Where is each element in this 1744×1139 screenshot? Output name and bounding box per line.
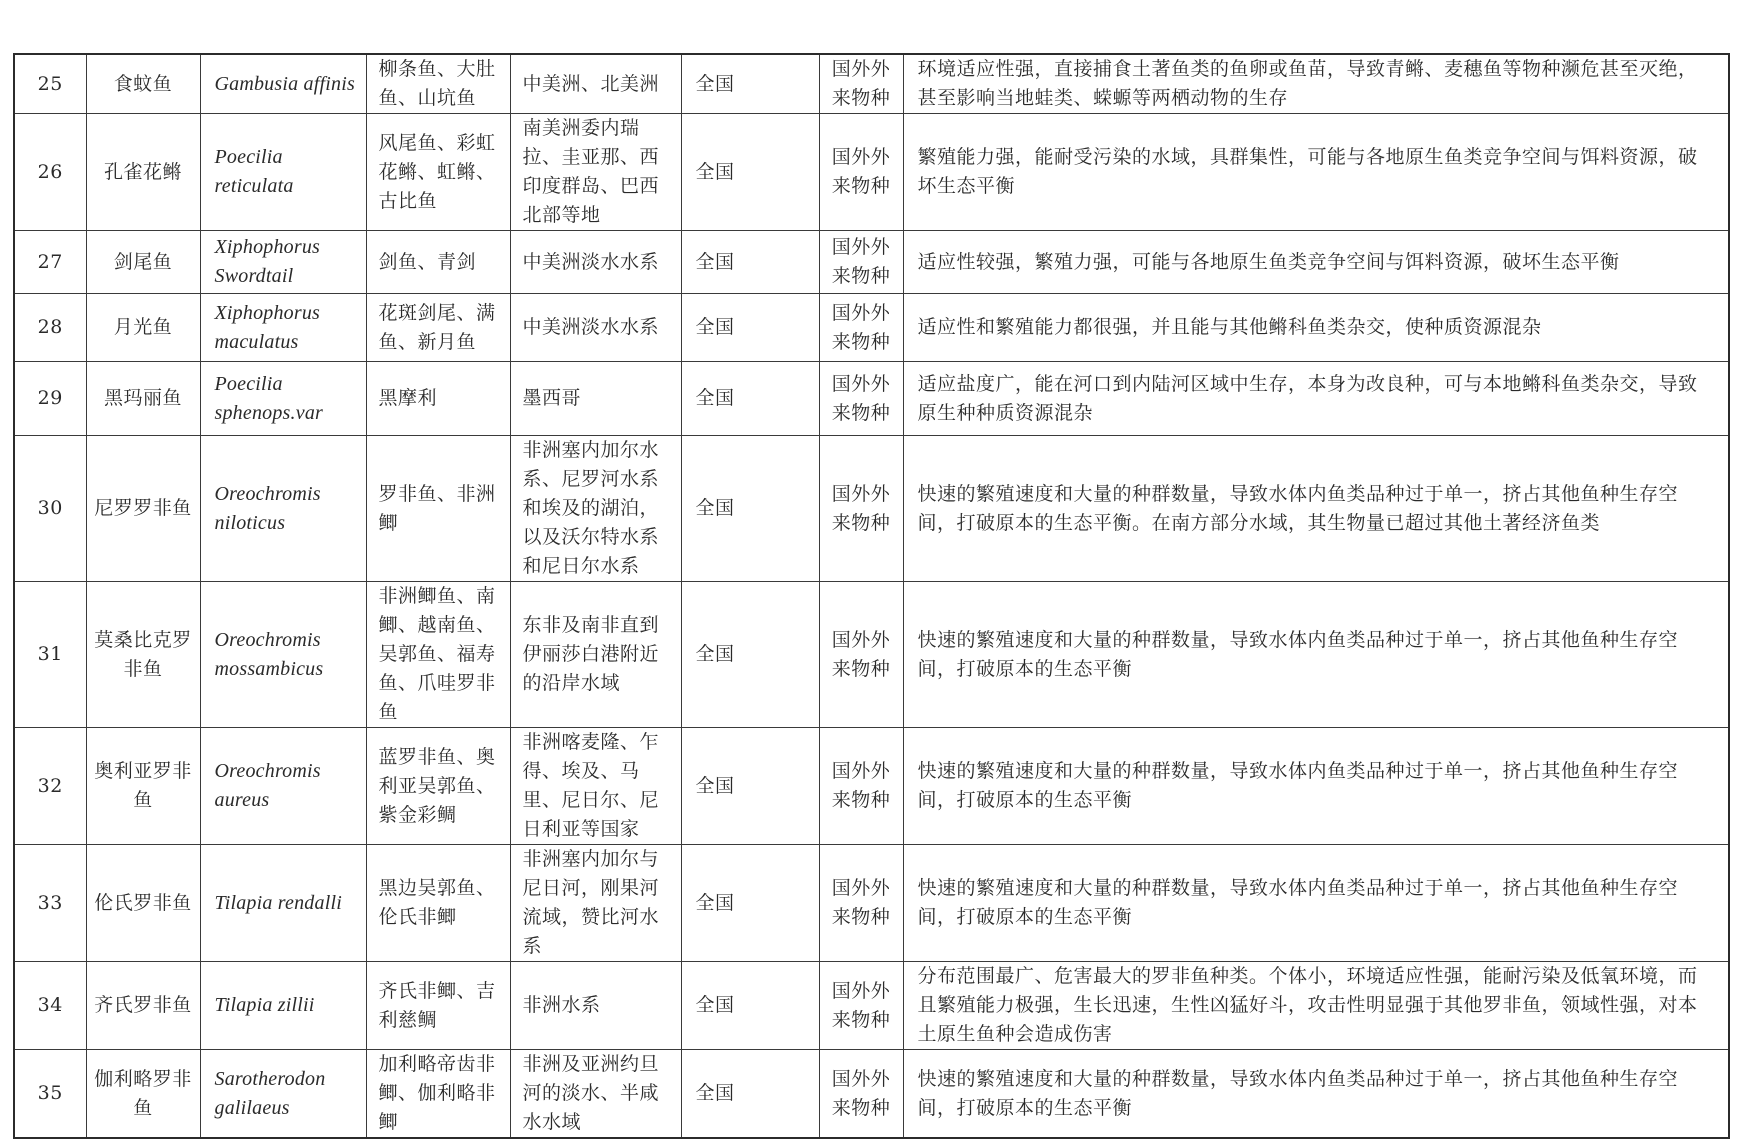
distribution-range-cell: 全国 bbox=[681, 294, 819, 362]
origin-cell: 非洲及亚洲约旦河的淡水、半咸水水域 bbox=[510, 1050, 681, 1139]
latin-name-line: Tilapia zillii bbox=[214, 994, 315, 1016]
impact-description-cell: 分布范围最广、危害最大的罗非鱼种类。个体小，环境适应性强，能耐污染及低氧环境，而且繁殖能力极强，生长迅速，生性凶猛好斗，攻击性明显强于其他罗非鱼，领域性强，对本土原生鱼种会造成伤害 bbox=[903, 962, 1729, 1050]
latin-name-line: Gambusia affinis bbox=[214, 72, 355, 95]
latin-name-line: mossambicus bbox=[214, 657, 324, 680]
alias-cell: 黑边吴郭鱼、伦氏非鲫 bbox=[366, 845, 510, 962]
table-row bbox=[14, 231, 1729, 294]
distribution-range-cell: 全国 bbox=[681, 582, 819, 728]
chinese-name-cell: 月光鱼 bbox=[86, 294, 200, 362]
distribution-range-cell: 全国 bbox=[681, 845, 819, 962]
species-type-cell: 国外外来物种 bbox=[819, 962, 903, 1050]
alias-cell: 柳条鱼、大肚鱼、山坑鱼 bbox=[366, 54, 510, 114]
origin-cell: 东非及南非直到伊丽莎白港附近的沿岸水域 bbox=[510, 582, 681, 728]
origin-cell: 非洲塞内加尔水系、尼罗河水系和埃及的湖泊，以及沃尔特水系和尼日尔水系 bbox=[510, 436, 681, 582]
latin-name-line: reticulata bbox=[214, 175, 294, 197]
species-type-cell: 国外外来物种 bbox=[819, 231, 903, 294]
origin-cell: 中美洲、北美洲 bbox=[510, 54, 681, 114]
latin-name-line: sphenops.var bbox=[214, 401, 324, 424]
species-type-cell: 国外外来物种 bbox=[819, 845, 903, 962]
chinese-name-cell: 孔雀花鳉 bbox=[86, 114, 200, 231]
origin-cell: 非洲水系 bbox=[510, 962, 681, 1050]
table-row bbox=[14, 962, 1729, 1050]
table-row bbox=[14, 1050, 1729, 1139]
origin-cell: 南美洲委内瑞拉、圭亚那、西印度群岛、巴西北部等地 bbox=[510, 114, 681, 231]
alias-cell: 花斑剑尾、满鱼、新月鱼 bbox=[366, 294, 510, 362]
origin-cell: 中美洲淡水水系 bbox=[510, 294, 681, 362]
distribution-range-cell: 全国 bbox=[681, 728, 819, 845]
serial-number-cell: 35 bbox=[14, 1050, 86, 1139]
chinese-name-cell: 尼罗罗非鱼 bbox=[86, 436, 200, 582]
chinese-name-cell: 剑尾鱼 bbox=[86, 231, 200, 294]
latin-name-line: Oreochromis bbox=[214, 760, 321, 782]
table-row bbox=[14, 54, 1729, 114]
latin-name-cell bbox=[200, 54, 366, 114]
chinese-name-cell: 齐氏罗非鱼 bbox=[86, 962, 200, 1050]
latin-name-line: Sarotherodon bbox=[214, 1067, 326, 1090]
origin-cell: 非洲塞内加尔与尼日河，刚果河流域，赞比河水系 bbox=[510, 845, 681, 962]
species-type-cell: 国外外来物种 bbox=[819, 54, 903, 114]
impact-description-cell: 繁殖能力强，能耐受污染的水域，具群集性，可能与各地原生鱼类竞争空间与饵料资源，破坏生态平衡 bbox=[903, 114, 1729, 231]
latin-name-cell bbox=[200, 728, 366, 845]
distribution-range-cell: 全国 bbox=[681, 362, 819, 436]
impact-description-cell: 快速的繁殖速度和大量的种群数量，导致水体内鱼类品种过于单一，挤占其他鱼种生存空间，打破原本的生态平衡。在南方部分水域，其生物量已超过其他土著经济鱼类 bbox=[903, 436, 1729, 582]
chinese-name-cell: 食蚊鱼 bbox=[86, 54, 200, 114]
serial-number-cell: 27 bbox=[14, 231, 86, 294]
origin-cell: 中美洲淡水水系 bbox=[510, 231, 681, 294]
distribution-range-cell: 全国 bbox=[681, 962, 819, 1050]
latin-name-cell bbox=[200, 114, 366, 231]
latin-name-line: Xiphophorus bbox=[214, 236, 321, 258]
latin-name-line: maculatus bbox=[214, 330, 299, 353]
species-type-cell: 国外外来物种 bbox=[819, 1050, 903, 1139]
latin-name-line: Swordtail bbox=[214, 265, 294, 287]
alias-cell: 加利略帝齿非鲫、伽利略非鲫 bbox=[366, 1050, 510, 1139]
impact-description-cell: 快速的繁殖速度和大量的种群数量，导致水体内鱼类品种过于单一，挤占其他鱼种生存空间，打破原本的生态平衡 bbox=[903, 845, 1729, 962]
chinese-name-cell: 莫桑比克罗非鱼 bbox=[86, 582, 200, 728]
impact-description-cell: 适应性较强，繁殖力强，可能与各地原生鱼类竞争空间与饵料资源，破坏生态平衡 bbox=[903, 231, 1729, 294]
latin-name-line: Poecilia bbox=[214, 372, 283, 395]
impact-description-cell: 环境适应性强，直接捕食土著鱼类的鱼卵或鱼苗，导致青鳉、麦穗鱼等物种濒危甚至灭绝，甚至影响当地蛙类、蝾螈等两栖动物的生存 bbox=[903, 54, 1729, 114]
distribution-range-cell: 全国 bbox=[681, 436, 819, 582]
chinese-name-cell: 黑玛丽鱼 bbox=[86, 362, 200, 436]
distribution-range-cell: 全国 bbox=[681, 114, 819, 231]
latin-name-line: Tilapia rendalli bbox=[214, 891, 342, 914]
latin-name-cell bbox=[200, 362, 366, 436]
impact-description-cell: 快速的繁殖速度和大量的种群数量，导致水体内鱼类品种过于单一，挤占其他鱼种生存空间，打破原本的生态平衡 bbox=[903, 1050, 1729, 1139]
species-type-cell: 国外外来物种 bbox=[819, 114, 903, 231]
chinese-name-cell: 伦氏罗非鱼 bbox=[86, 845, 200, 962]
impact-description-cell: 适应盐度广，能在河口到内陆河区域中生存，本身为改良种，可与本地鳉科鱼类杂交，导致原生种种质资源混杂 bbox=[903, 362, 1729, 436]
table-row bbox=[14, 114, 1729, 231]
distribution-range-cell: 全国 bbox=[681, 1050, 819, 1139]
origin-cell: 非洲喀麦隆、乍得、埃及、马里、尼日尔、尼日利亚等国家 bbox=[510, 728, 681, 845]
alias-cell: 罗非鱼、非洲鲫 bbox=[366, 436, 510, 582]
alias-cell: 齐氏非鲫、吉利慈鲷 bbox=[366, 962, 510, 1050]
impact-description-cell: 快速的繁殖速度和大量的种群数量，导致水体内鱼类品种过于单一，挤占其他鱼种生存空间，打破原本的生态平衡 bbox=[903, 582, 1729, 728]
latin-name-cell bbox=[200, 231, 366, 294]
latin-name-line: Oreochromis bbox=[214, 628, 321, 651]
species-type-cell: 国外外来物种 bbox=[819, 294, 903, 362]
alias-cell: 非洲鲫鱼、南鲫、越南鱼、吴郭鱼、福寿鱼、爪哇罗非鱼 bbox=[366, 582, 510, 728]
serial-number-cell: 25 bbox=[14, 54, 86, 114]
table-row bbox=[14, 436, 1729, 582]
latin-name-line: niloticus bbox=[214, 511, 286, 534]
serial-number-cell: 31 bbox=[14, 582, 86, 728]
distribution-range-cell: 全国 bbox=[681, 231, 819, 294]
species-type-cell: 国外外来物种 bbox=[819, 436, 903, 582]
serial-number-cell: 33 bbox=[14, 845, 86, 962]
table-row bbox=[14, 728, 1729, 845]
table-row bbox=[14, 582, 1729, 728]
table-body bbox=[14, 54, 1729, 1138]
species-type-cell: 国外外来物种 bbox=[819, 728, 903, 845]
alias-cell: 蓝罗非鱼、奥利亚吴郭鱼、紫金彩鲷 bbox=[366, 728, 510, 845]
impact-description-cell: 快速的繁殖速度和大量的种群数量，导致水体内鱼类品种过于单一，挤占其他鱼种生存空间，打破原本的生态平衡 bbox=[903, 728, 1729, 845]
serial-number-cell: 26 bbox=[14, 114, 86, 231]
serial-number-cell: 30 bbox=[14, 436, 86, 582]
latin-name-cell bbox=[200, 845, 366, 962]
impact-description-cell: 适应性和繁殖能力都很强，并且能与其他鳉科鱼类杂交，使种质资源混杂 bbox=[903, 294, 1729, 362]
table-row bbox=[14, 845, 1729, 962]
latin-name-line: galilaeus bbox=[214, 1096, 290, 1119]
species-type-cell: 国外外来物种 bbox=[819, 582, 903, 728]
serial-number-cell: 29 bbox=[14, 362, 86, 436]
chinese-name-cell: 伽利略罗非鱼 bbox=[86, 1050, 200, 1139]
alias-cell: 风尾鱼、彩虹花鳉、虹鳉、古比鱼 bbox=[366, 114, 510, 231]
serial-number-cell: 28 bbox=[14, 294, 86, 362]
latin-name-cell bbox=[200, 436, 366, 582]
species-type-cell: 国外外来物种 bbox=[819, 362, 903, 436]
table-row bbox=[14, 362, 1729, 436]
invasive-species-table bbox=[13, 53, 1730, 1139]
latin-name-line: Xiphophorus bbox=[214, 301, 321, 324]
table-row bbox=[14, 294, 1729, 362]
latin-name-line: Poecilia bbox=[214, 146, 283, 168]
serial-number-cell: 34 bbox=[14, 962, 86, 1050]
origin-cell: 墨西哥 bbox=[510, 362, 681, 436]
alias-cell: 剑鱼、青剑 bbox=[366, 231, 510, 294]
latin-name-cell bbox=[200, 962, 366, 1050]
distribution-range-cell: 全国 bbox=[681, 54, 819, 114]
latin-name-line: Oreochromis bbox=[214, 482, 321, 505]
latin-name-cell bbox=[200, 582, 366, 728]
latin-name-cell bbox=[200, 1050, 366, 1139]
latin-name-line: aureus bbox=[214, 789, 270, 811]
serial-number-cell: 32 bbox=[14, 728, 86, 845]
latin-name-cell bbox=[200, 294, 366, 362]
alias-cell: 黑摩利 bbox=[366, 362, 510, 436]
chinese-name-cell: 奥利亚罗非鱼 bbox=[86, 728, 200, 845]
